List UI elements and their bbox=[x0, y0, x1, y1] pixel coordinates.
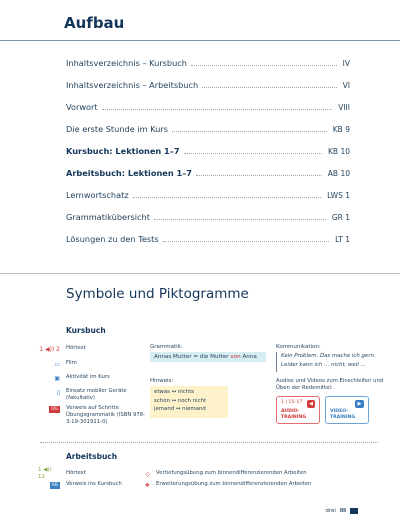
video-training-button bbox=[325, 396, 369, 424]
page-roman: III bbox=[339, 508, 346, 514]
toc-row[interactable] bbox=[66, 74, 350, 96]
legend-item-uebungsgrammatik bbox=[38, 405, 158, 426]
toc-leader-dots bbox=[202, 80, 336, 88]
kb-ref-icon: KB bbox=[51, 482, 58, 488]
legend-label: Hörtext bbox=[66, 345, 86, 351]
toc-page-number: LT 1 bbox=[335, 234, 350, 244]
toc-leader-dots bbox=[196, 168, 322, 176]
audio-training-code: 1 | 15–17 bbox=[281, 400, 303, 405]
legend-item-erweiterung bbox=[140, 481, 311, 489]
plus-diamond-icon: ❖ bbox=[144, 481, 150, 489]
legend-label: Einsatz mobiler Geräte (fakultativ) bbox=[66, 388, 127, 401]
legend-label: Aktivität im Kurs bbox=[66, 374, 110, 380]
legend-label: Film bbox=[66, 360, 77, 366]
toc-entry-label: Vorwort bbox=[66, 102, 98, 112]
legend-item-kb-ref bbox=[38, 481, 122, 489]
video-training-label: VIDEO-TRAINING bbox=[330, 409, 356, 420]
page-title: Aufbau bbox=[64, 14, 125, 32]
arbeitsbuch-heading: Arbeitsbuch bbox=[66, 452, 118, 461]
toc-entry-label: Arbeitsbuch: Lektionen 1–7 bbox=[66, 168, 192, 178]
toc-leader-dots bbox=[154, 212, 326, 220]
toc-row[interactable] bbox=[66, 228, 350, 250]
audio-training-button bbox=[276, 396, 320, 424]
toc-leader-dots bbox=[184, 146, 322, 154]
toc-row[interactable] bbox=[66, 162, 350, 184]
page-word: drei bbox=[325, 508, 336, 514]
symbols-title: Symbole und Piktogramme bbox=[66, 286, 249, 302]
video-icon: ▶ bbox=[355, 400, 364, 408]
legend-label: Vertiefungsübung zum binnendifferenzierenden Arbeiten bbox=[156, 470, 307, 476]
toc-page-number: LWS 1 bbox=[327, 190, 350, 200]
toc-row[interactable] bbox=[66, 96, 350, 118]
top-rule bbox=[0, 40, 400, 41]
toc-leader-dots bbox=[172, 124, 327, 132]
legend-item-vertiefung bbox=[140, 470, 307, 478]
audio-training-label: AUDIO-TRAINING bbox=[281, 409, 307, 420]
legend-label: Erweiterungsübung zum binnendifferenzierenden Arbeiten bbox=[156, 481, 312, 487]
audio-icon: 1 ◀)) 12 bbox=[38, 467, 52, 480]
toc-entry-label: Grammatikübersicht bbox=[66, 212, 150, 222]
hinweis-label: Hinweis: bbox=[150, 378, 174, 384]
toc-row[interactable] bbox=[66, 52, 350, 74]
toc-leader-dots bbox=[102, 102, 333, 110]
grammatik-box: Annas Mutter = die Mutter von Anna bbox=[150, 352, 266, 362]
mobile-icon: ▯ bbox=[56, 388, 60, 396]
toc-row[interactable] bbox=[66, 118, 350, 140]
legend-label: Hörtext bbox=[66, 470, 86, 476]
hinweis-box: etwas ↔ nichts schon ↔ noch nicht jemand ↔ niemand bbox=[150, 386, 228, 418]
section-dotted-divider bbox=[40, 442, 378, 443]
diamond-icon: ◇ bbox=[145, 470, 150, 478]
audio-video-text: Audios und Videos zum Einschleifen und Üben der Redemittel: bbox=[276, 378, 384, 391]
film-icon: ▭ bbox=[54, 360, 60, 368]
toc-entry-label: Die erste Stunde im Kurs bbox=[66, 124, 168, 134]
toc-page-number: VI bbox=[342, 80, 350, 90]
legend-label: Verweis ins Kursbuch bbox=[66, 481, 122, 487]
toc-page-number: IV bbox=[342, 58, 350, 68]
toc-entry-label: Kursbuch: Lektionen 1–7 bbox=[66, 146, 180, 156]
footer-bar bbox=[350, 508, 358, 514]
legend-item-activity bbox=[38, 374, 110, 382]
toc-entry-label: Lernwortschatz bbox=[66, 190, 129, 200]
speaker-icon: ◀ bbox=[307, 400, 315, 408]
toc-leader-dots bbox=[163, 234, 330, 242]
toc-entry-label: Inhaltsverzeichnis – Arbeitsbuch bbox=[66, 80, 199, 90]
legend-item-mobile bbox=[38, 388, 148, 402]
legend-item-ab-hoertext bbox=[38, 467, 86, 480]
grammatik-label: Grammatik: bbox=[150, 344, 183, 350]
section-divider bbox=[0, 273, 400, 274]
kursbuch-heading: Kursbuch bbox=[66, 326, 106, 335]
toc-leader-dots bbox=[133, 190, 322, 198]
activity-icon: ▣ bbox=[54, 374, 60, 382]
toc-row[interactable] bbox=[66, 206, 350, 228]
toc-row[interactable] bbox=[66, 140, 350, 162]
toc-page-number: GR 1 bbox=[331, 212, 350, 222]
toc-entry-label: Lösungen zu den Tests bbox=[66, 234, 159, 244]
audio-icon: 1 ◀)) 2 bbox=[39, 345, 60, 353]
toc-page-number: KB 10 bbox=[328, 146, 350, 156]
toc-row[interactable] bbox=[66, 184, 350, 206]
toc-entry-label: Inhaltsverzeichnis – Kursbuch bbox=[66, 58, 187, 68]
legend-item-hoertext bbox=[38, 345, 86, 353]
toc-page-number: AB 10 bbox=[327, 168, 350, 178]
table-of-contents bbox=[66, 52, 350, 250]
legend-item-film bbox=[38, 360, 77, 368]
toc-leader-dots bbox=[191, 58, 337, 66]
kommunikation-label: Kommunikation: bbox=[276, 344, 321, 350]
page-footer bbox=[325, 508, 358, 514]
toc-page-number: KB 9 bbox=[332, 124, 350, 134]
kommunikation-box: Kein Problem. Das mache ich gern. Leider kann ich … nicht, weil … bbox=[276, 352, 377, 372]
book-ref-icon: ÜG bbox=[51, 406, 58, 412]
toc-page-number: VIII bbox=[338, 102, 350, 112]
legend-label: Verweis auf Schritte Übungsgrammatik (ISBN 978-3-19-301911-0) bbox=[66, 405, 146, 425]
